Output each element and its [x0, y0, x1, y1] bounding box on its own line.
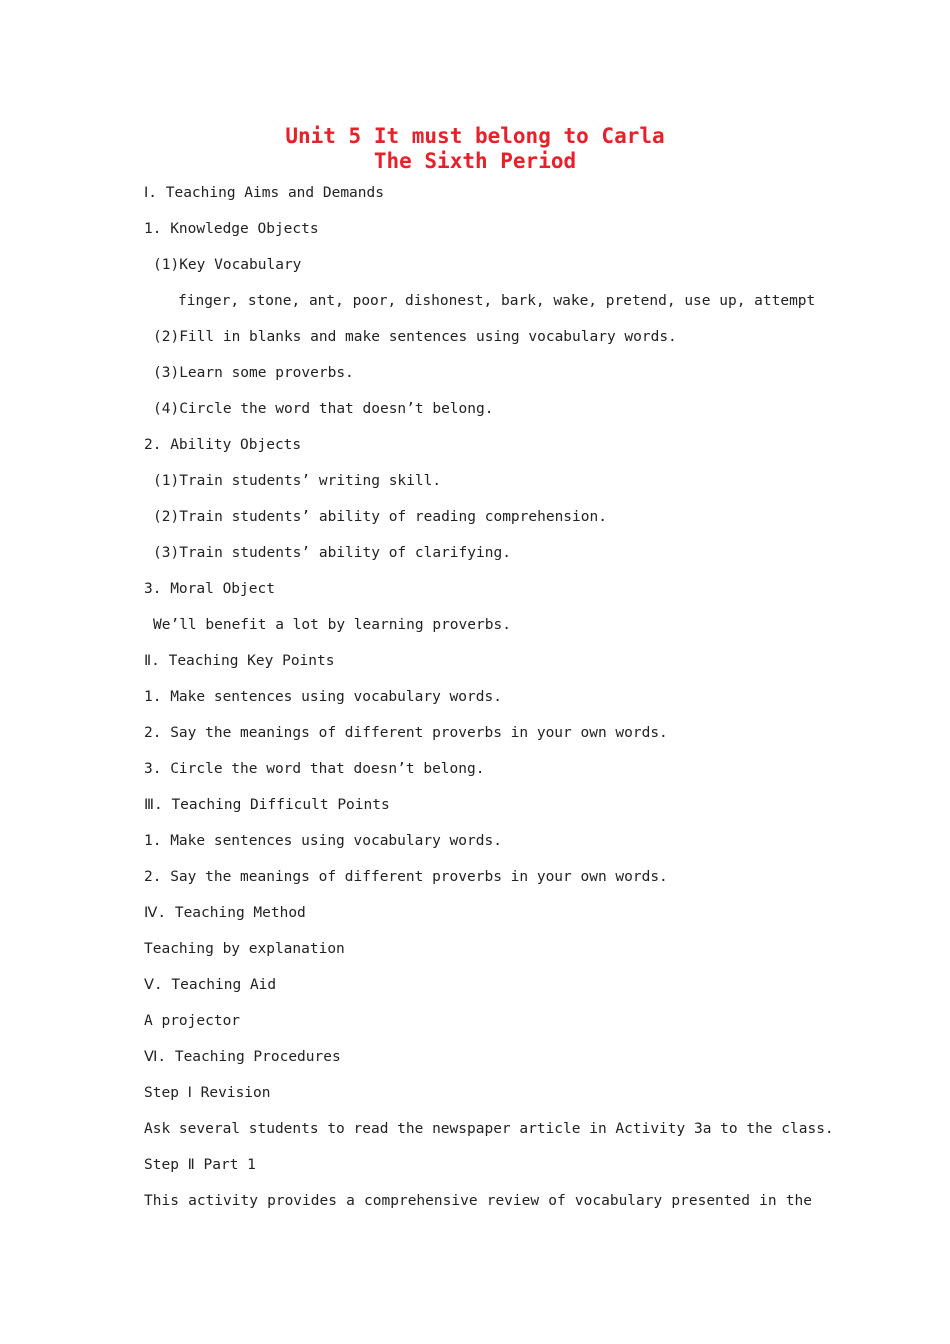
- item-key-vocabulary: (1)Key Vocabulary: [153, 257, 302, 273]
- section-heading-aid: Ⅴ. Teaching Aid: [144, 977, 277, 993]
- lesson-plan-body: [144, 175, 834, 1219]
- vocabulary-list: finger, stone, ant, poor, dishonest, bark, wake, pretend, use up, attempt: [178, 293, 816, 309]
- document-title: [0, 124, 950, 174]
- title-period: The Sixth Period: [373, 149, 577, 173]
- key-point-1: 1. Make sentences using vocabulary words.: [144, 689, 502, 705]
- step-1-text: Ask several students to read the newspaper article in Activity 3a to the class.: [144, 1121, 834, 1137]
- section-heading-aims: Ⅰ. Teaching Aims and Demands: [144, 185, 384, 201]
- moral-object-text: We’ll benefit a lot by learning proverbs.: [153, 617, 511, 633]
- step-2-heading: Step Ⅱ Part 1: [144, 1157, 256, 1173]
- difficult-point-1: 1. Make sentences using vocabulary words.: [144, 833, 502, 849]
- section-heading-method: Ⅳ. Teaching Method: [144, 905, 306, 921]
- method-text: Teaching by explanation: [144, 941, 345, 957]
- item-reading-comprehension: (2)Train students’ ability of reading comprehension.: [153, 509, 607, 525]
- section-heading-procedures: Ⅵ. Teaching Procedures: [144, 1049, 341, 1065]
- item-writing-skill: (1)Train students’ writing skill.: [153, 473, 442, 489]
- difficult-point-2: 2. Say the meanings of different proverbs in your own words.: [144, 869, 668, 885]
- item-circle-word: (4)Circle the word that doesn’t belong.: [153, 401, 494, 417]
- section-heading-difficult-points: Ⅲ. Teaching Difficult Points: [144, 797, 390, 813]
- section-heading-key-points: Ⅱ. Teaching Key Points: [144, 653, 335, 669]
- item-clarifying: (3)Train students’ ability of clarifying.: [153, 545, 511, 561]
- subheading-ability-objects: 2. Ability Objects: [144, 437, 302, 453]
- subheading-knowledge-objects: 1. Knowledge Objects: [144, 221, 319, 237]
- step-2-text: This activity provides a comprehensive review of vocabulary presented in the: [144, 1193, 812, 1209]
- step-1-heading: Step Ⅰ Revision: [144, 1085, 271, 1101]
- aid-text: A projector: [144, 1013, 241, 1029]
- subheading-moral-object: 3. Moral Object: [144, 581, 275, 597]
- item-fill-in-blanks: (2)Fill in blanks and make sentences using vocabulary words.: [153, 329, 677, 345]
- key-point-2: 2. Say the meanings of different proverbs in your own words.: [144, 725, 668, 741]
- key-point-3: 3. Circle the word that doesn’t belong.: [144, 761, 485, 777]
- item-learn-proverbs: (3)Learn some proverbs.: [153, 365, 354, 381]
- title-unit: Unit 5 It must belong to Carla: [285, 124, 665, 148]
